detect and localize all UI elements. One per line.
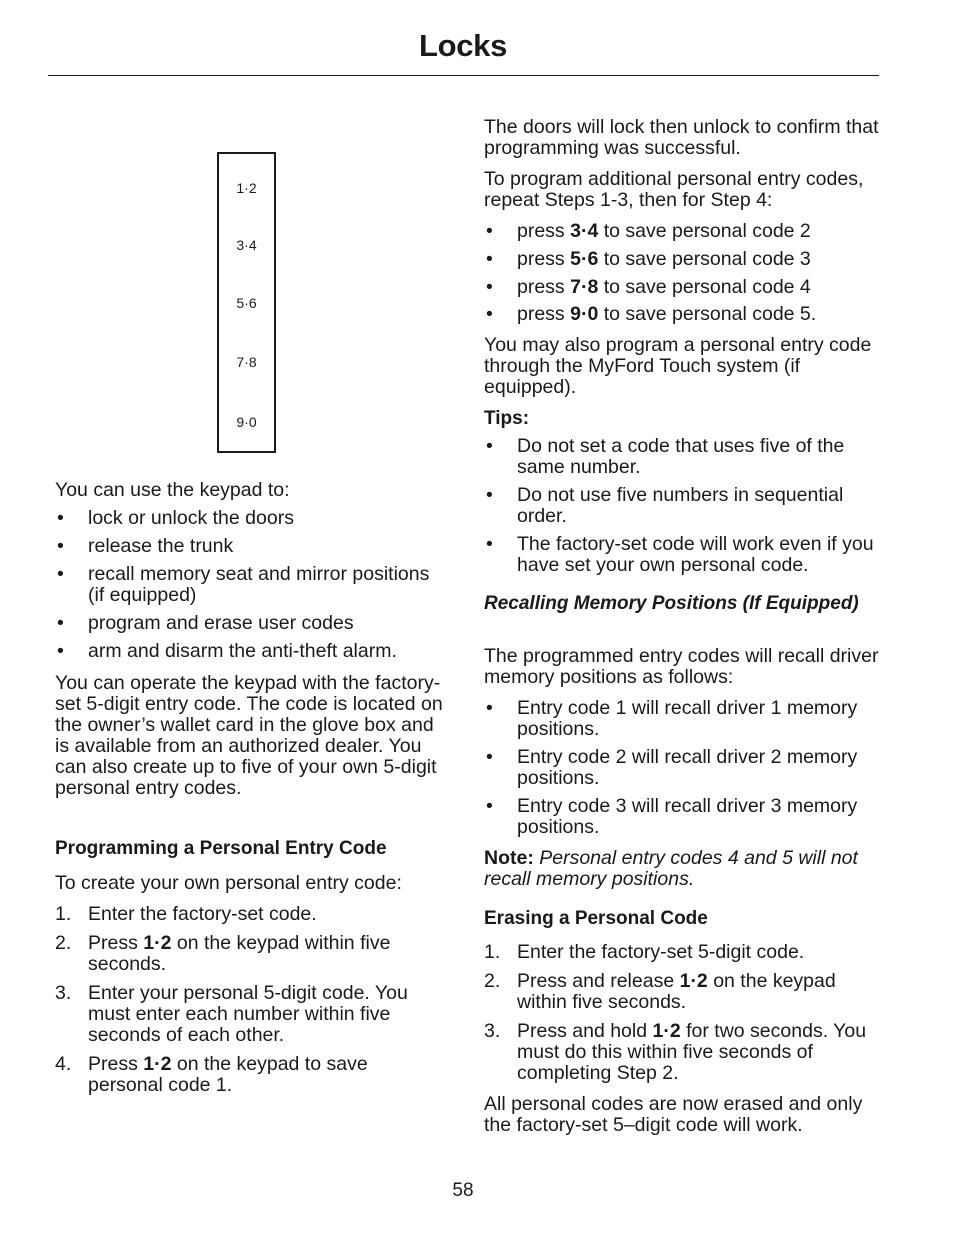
list-item: • recall memory seat and mirror positions (if equipped) bbox=[57, 563, 430, 606]
myford-paragraph: You may also program a personal entry code through the MyFord Touch system (if equipped). bbox=[484, 334, 872, 398]
list-item: • press 5·6 to save personal code 3 bbox=[486, 248, 811, 270]
step-item: 4. Press 1·2 on the keypad to save personal code 1. bbox=[55, 1053, 368, 1096]
step-number: 3. bbox=[55, 982, 72, 1004]
step-item: 2. Press 1·2 on the keypad within five seconds. bbox=[55, 932, 391, 975]
bullet-icon: • bbox=[57, 535, 64, 557]
list-item: • arm and disarm the anti-theft alarm. bbox=[57, 640, 397, 662]
recall-intro: The programmed entry codes will recall driver memory positions as follows: bbox=[484, 645, 879, 688]
key-label: 7·8 bbox=[570, 276, 599, 298]
keypad-key-1-2: 1·2 bbox=[236, 180, 257, 196]
list-item: • Entry code 3 will recall driver 3 memory positions. bbox=[486, 795, 858, 838]
bullet-icon: • bbox=[486, 248, 493, 270]
page-title: Locks bbox=[418, 28, 508, 63]
bullet-icon: • bbox=[57, 563, 64, 585]
recall-heading: Recalling Memory Positions (If Equipped) bbox=[484, 593, 859, 614]
tips-heading: Tips: bbox=[484, 408, 530, 429]
programming-intro: To create your own personal entry code: bbox=[55, 872, 402, 894]
additional-codes-paragraph: To program additional personal entry codes, repeat Steps 1-3, then for Step 4: bbox=[484, 168, 864, 211]
note-text: Personal entry codes 4 and 5 will not recall memory positions. bbox=[484, 847, 858, 890]
list-item: • press 3·4 to save personal code 2 bbox=[486, 220, 811, 242]
key-label: 5·6 bbox=[570, 248, 599, 270]
bullet-icon: • bbox=[486, 697, 493, 719]
keypad-illustration bbox=[217, 152, 276, 453]
bullet-icon: • bbox=[486, 435, 493, 457]
note-label: Note: bbox=[484, 847, 534, 869]
list-item: • Do not set a code that uses five of the same number. bbox=[486, 435, 845, 478]
step-item: 3. Press and hold 1·2 for two seconds. You must do this within five seconds of completing Step 2. bbox=[484, 1020, 867, 1084]
bullet-icon: • bbox=[486, 276, 493, 298]
key-label: 3·4 bbox=[570, 220, 599, 242]
page-number: 58 bbox=[452, 1180, 474, 1201]
step-number: 3. bbox=[484, 1020, 501, 1042]
list-item: • Do not use five numbers in sequential order. bbox=[486, 484, 844, 527]
bullet-icon: • bbox=[486, 533, 493, 555]
step-item: 1. Enter the factory-set 5-digit code. bbox=[484, 941, 805, 963]
list-item: • release the trunk bbox=[57, 535, 234, 557]
programming-heading: Programming a Personal Entry Code bbox=[55, 838, 387, 859]
bullet-icon: • bbox=[486, 220, 493, 242]
step-item: 2. Press and release 1·2 on the keypad within five seconds. bbox=[484, 970, 836, 1013]
final-paragraph: All personal codes are now erased and only the factory-set 5–digit code will work. bbox=[484, 1093, 863, 1136]
step-number: 1. bbox=[55, 903, 72, 925]
erase-heading: Erasing a Personal Code bbox=[484, 908, 708, 929]
note-paragraph bbox=[484, 848, 879, 890]
confirm-paragraph: The doors will lock then unlock to confirm that programming was successful. bbox=[484, 116, 879, 159]
keypad-key-7-8: 7·8 bbox=[236, 354, 257, 370]
keypad-uses-intro: You can use the keypad to: bbox=[55, 479, 290, 501]
step-number: 2. bbox=[484, 970, 501, 992]
step-number: 4. bbox=[55, 1053, 72, 1075]
bullet-icon: • bbox=[57, 507, 64, 529]
bullet-icon: • bbox=[57, 612, 64, 634]
list-item: • Entry code 1 will recall driver 1 memory positions. bbox=[486, 697, 858, 740]
operate-paragraph: You can operate the keypad with the factory-set 5-digit entry code. The code is located on the owner’s wallet card in the glove box and is available from an authorized dealer. You can also create up to five of your own 5-digit personal entry codes. bbox=[55, 672, 443, 799]
keypad-key-5-6: 5·6 bbox=[236, 295, 257, 311]
list-item: • press 7·8 to save personal code 4 bbox=[486, 276, 811, 298]
step-number: 2. bbox=[55, 932, 72, 954]
bullet-icon: • bbox=[486, 484, 493, 506]
step-number: 1. bbox=[484, 941, 501, 963]
key-label: 1·2 bbox=[679, 970, 708, 992]
list-item: • Entry code 2 will recall driver 2 memory positions. bbox=[486, 746, 858, 789]
key-label: 1·2 bbox=[143, 1053, 172, 1075]
key-label: 1·2 bbox=[652, 1020, 681, 1042]
bullet-icon: • bbox=[486, 795, 493, 817]
list-item: • The factory-set code will work even if you have set your own personal code. bbox=[486, 533, 874, 576]
key-label: 1·2 bbox=[143, 932, 172, 954]
keypad-key-9-0: 9·0 bbox=[236, 414, 257, 430]
bullet-icon: • bbox=[57, 640, 64, 662]
bullet-icon: • bbox=[486, 746, 493, 768]
title-divider bbox=[48, 75, 879, 76]
step-item: 1. Enter the factory-set code. bbox=[55, 903, 317, 925]
keypad-key-3-4: 3·4 bbox=[236, 237, 257, 253]
list-item: • lock or unlock the doors bbox=[57, 507, 294, 529]
step-item: 3. Enter your personal 5-digit code. You must enter each number within five seconds of each other. bbox=[55, 982, 408, 1046]
key-label: 9·0 bbox=[570, 303, 599, 325]
list-item: • program and erase user codes bbox=[57, 612, 354, 634]
bullet-icon: • bbox=[486, 303, 493, 325]
list-item: • press 9·0 to save personal code 5. bbox=[486, 303, 817, 325]
